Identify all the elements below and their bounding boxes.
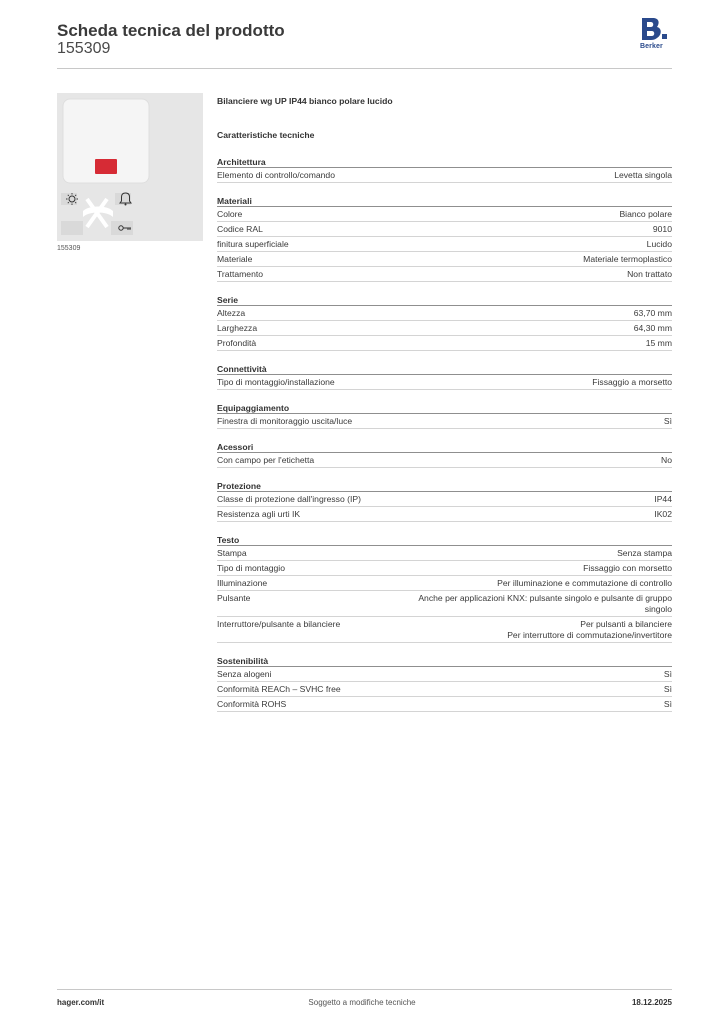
spec-value-line: singolo xyxy=(644,604,672,614)
spec-row xyxy=(217,375,672,390)
spec-value xyxy=(647,239,672,250)
section-title: Architettura xyxy=(217,156,672,168)
spec-value-line: 9010 xyxy=(652,224,672,234)
spec-label: Materiale xyxy=(217,254,253,264)
spec-value xyxy=(619,209,672,220)
spec-row xyxy=(217,252,672,267)
berker-b-icon xyxy=(640,18,668,40)
spec-value-line: 63,70 mm xyxy=(633,308,672,318)
spec-value-line: Sì xyxy=(663,416,672,426)
image-caption: 155309 xyxy=(57,245,81,252)
spec-value xyxy=(634,323,672,334)
product-image xyxy=(57,93,203,241)
spec-row xyxy=(217,321,672,336)
spec-value-line: Non trattato xyxy=(627,269,672,279)
berker-logo xyxy=(640,18,674,54)
spec-value-line: Fissaggio a morsetto xyxy=(592,377,672,387)
spec-value-line: Sì xyxy=(663,684,672,694)
spec-value-line: Per interruttore di commutazione/invertitore xyxy=(507,630,672,640)
footer-notice: Soggetto a modifiche tecniche xyxy=(308,998,416,1007)
spec-value xyxy=(646,338,672,349)
header-divider xyxy=(57,68,672,69)
spec-label: Con campo per l'etichetta xyxy=(217,455,315,465)
spec-section xyxy=(217,534,672,643)
spec-row xyxy=(217,207,672,222)
spec-row xyxy=(217,492,672,507)
spec-section xyxy=(217,655,672,712)
spec-label: Finestra di monitoraggio uscita/luce xyxy=(217,416,353,426)
spec-row xyxy=(217,222,672,237)
spec-label: Resistenza agli urti IK xyxy=(217,509,301,519)
spec-row xyxy=(217,576,672,591)
spec-value-line: 64,30 mm xyxy=(633,323,672,333)
spec-value-line: Sì xyxy=(663,669,672,679)
spec-value xyxy=(664,699,672,710)
spec-row xyxy=(217,561,672,576)
spec-label: Tipo di montaggio xyxy=(217,563,285,573)
section-title: Connettività xyxy=(217,363,672,375)
spec-value xyxy=(583,563,672,574)
section-title: Sostenibilità xyxy=(217,655,672,667)
spec-value xyxy=(497,578,672,589)
spec-value xyxy=(653,224,672,235)
spec-label: Trattamento xyxy=(217,269,264,279)
spec-content xyxy=(217,96,672,712)
spec-value xyxy=(661,455,672,466)
product-code: 155309 xyxy=(57,40,111,57)
spec-row xyxy=(217,237,672,252)
spec-section xyxy=(217,402,672,429)
spec-value xyxy=(583,254,672,265)
spec-label: Colore xyxy=(217,209,243,219)
spec-value-line: 15 mm xyxy=(645,338,672,348)
spec-value xyxy=(627,269,672,280)
spec-row xyxy=(217,336,672,351)
spec-value-line: IK02 xyxy=(654,509,672,519)
spec-sections xyxy=(217,156,672,712)
spec-row xyxy=(217,546,672,561)
spec-row xyxy=(217,617,672,643)
spec-value xyxy=(614,170,672,181)
spec-value-line: Levetta singola xyxy=(614,170,672,180)
spec-row xyxy=(217,168,672,183)
spec-value-line: Materiale termoplastico xyxy=(583,254,672,264)
spec-row xyxy=(217,667,672,682)
spec-value xyxy=(418,593,672,615)
spec-value-line: IP44 xyxy=(654,494,672,504)
spec-row xyxy=(217,306,672,321)
spec-value-line: Anche per applicazioni KNX: pulsante singolo e pulsante di gruppo xyxy=(418,593,672,603)
product-name: Bilanciere wg UP IP44 bianco polare lucido xyxy=(217,96,393,106)
spec-label: Conformità ROHS xyxy=(217,699,287,709)
spec-label: Interruttore/pulsante a bilanciere xyxy=(217,619,341,629)
section-title: Equipaggiamento xyxy=(217,402,672,414)
spec-value xyxy=(592,377,672,388)
spec-label: Tipo di montaggio/installazione xyxy=(217,377,335,387)
spec-row xyxy=(217,267,672,282)
spec-value xyxy=(617,548,672,559)
spec-row xyxy=(217,697,672,712)
spec-label: Pulsante xyxy=(217,593,251,603)
footer-website: hager.com/it xyxy=(57,998,105,1007)
footer-date: 18.12.2025 xyxy=(631,998,672,1007)
spec-row xyxy=(217,591,672,617)
section-title: Testo xyxy=(217,534,672,546)
page-title: Scheda tecnica del prodotto xyxy=(57,21,285,40)
spec-row xyxy=(217,682,672,697)
spec-value xyxy=(634,308,672,319)
section-title: Protezione xyxy=(217,480,672,492)
spec-value xyxy=(654,509,672,520)
spec-section xyxy=(217,294,672,351)
spec-value-line: Lucido xyxy=(646,239,672,249)
spec-value xyxy=(664,416,672,427)
spec-value xyxy=(664,684,672,695)
section-title: Acessori xyxy=(217,441,672,453)
spec-section xyxy=(217,195,672,282)
spec-label: Stampa xyxy=(217,548,247,558)
spec-label: Altezza xyxy=(217,308,246,318)
spec-label: Senza alogeni xyxy=(217,669,272,679)
spec-value-line: No xyxy=(661,455,672,465)
footer-divider xyxy=(57,989,672,990)
spec-value-line: Fissaggio con morsetto xyxy=(583,563,672,573)
rocker-switch-illustration xyxy=(57,93,203,241)
spec-value-line: Per pulsanti a bilanciere xyxy=(580,619,672,629)
spec-section xyxy=(217,441,672,468)
spec-value xyxy=(507,619,672,641)
spec-label: finitura superficiale xyxy=(217,239,289,249)
spec-section xyxy=(217,363,672,390)
spec-label: Illuminazione xyxy=(217,578,268,588)
spec-section xyxy=(217,480,672,522)
spec-label: Conformità REACh – SVHC free xyxy=(217,684,341,694)
section-title: Materiali xyxy=(217,195,672,207)
monitoring-window xyxy=(95,159,117,174)
spec-label: Classe di protezione dall'ingresso (IP) xyxy=(217,494,361,504)
spec-row xyxy=(217,414,672,429)
spec-value-line: Bianco polare xyxy=(619,209,672,219)
spec-value-line: Sì xyxy=(663,699,672,709)
section-title: Serie xyxy=(217,294,672,306)
spec-label: Codice RAL xyxy=(217,224,263,234)
spec-value-line: Per illuminazione e commutazione di controllo xyxy=(497,578,672,588)
spec-row xyxy=(217,507,672,522)
spec-section xyxy=(217,156,672,183)
brand-name: Berker xyxy=(640,43,663,50)
spec-value xyxy=(654,494,672,505)
characteristics-title: Caratteristiche tecniche xyxy=(217,130,315,140)
spec-value-line: Senza stampa xyxy=(617,548,672,558)
spec-label: Elemento di controllo/comando xyxy=(217,170,335,180)
spec-row xyxy=(217,453,672,468)
spec-value xyxy=(664,669,672,680)
spec-label: Larghezza xyxy=(217,323,258,333)
spec-label: Profondità xyxy=(217,338,257,348)
